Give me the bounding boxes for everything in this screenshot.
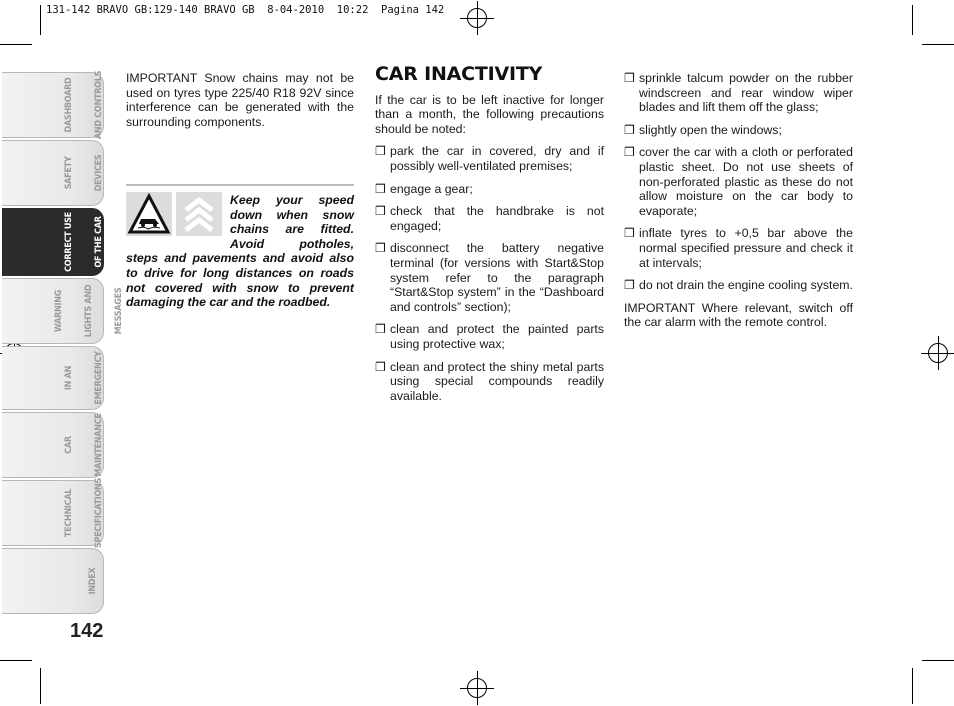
crop-mark — [912, 668, 913, 704]
tab-safety-devices[interactable] — [2, 140, 104, 206]
checkbox-bullet-icon: ❒ — [624, 71, 635, 85]
important-note: IMPORTANT Snow chains may not be used on tyres type 225/40 R18 92V since interference can be generated with the surrounding components. — [126, 71, 354, 129]
tab-label-line: MAINTENANCE — [94, 413, 104, 477]
checkbox-bullet-icon: ❒ — [375, 241, 386, 256]
list-item — [624, 71, 853, 115]
column-2 — [375, 63, 604, 411]
tab-index[interactable] — [2, 548, 104, 614]
snow-road-icon — [176, 192, 222, 236]
crop-mark — [0, 660, 32, 661]
tab-label-line: DEVICES — [94, 154, 104, 192]
tab-label-line: SPECIFICATIONS — [94, 477, 104, 549]
tab-label-line: OF THE CAR — [94, 216, 104, 268]
tab-correct-use-of-the-car[interactable] — [2, 208, 104, 276]
tab-label-line: SAFETY — [64, 156, 74, 190]
tab-label-line: AND CONTROLS — [94, 70, 104, 140]
column-3 — [624, 71, 853, 338]
warning-sentence: Keep your speed down when snow chains are fitted. Avoid potholes, steps and pavements and avoid also to drive for long distances on roads not covered with snow to prevent damaging the car and the roadbed. — [126, 193, 354, 310]
tab-label-line: INDEX — [88, 567, 98, 595]
list-item-text: park the car in covered, dry and if possibly well-ventilated premises; — [390, 144, 604, 173]
list-item-text: do not drain the engine cooling system. — [639, 278, 853, 293]
warning-triangle-icon — [126, 192, 172, 236]
crop-mark — [40, 668, 41, 704]
list-item-text: clean and protect the shiny metal parts using special compounds readily available. — [390, 359, 604, 403]
tab-label — [44, 345, 124, 411]
tab-label-line: CAR — [64, 436, 74, 454]
tab-warning-lights-and-messages[interactable] — [2, 278, 124, 344]
tab-label-line: EMERGENCY — [94, 351, 104, 405]
tab-label-line: TECHNICAL — [64, 488, 74, 538]
checkbox-bullet-icon: ❒ — [375, 144, 386, 159]
list-item-text: sprinkle talcum powder on the rubber windscreen and rear window wiper blades and lift them off the glass; — [639, 71, 853, 115]
checkbox-bullet-icon: ❒ — [375, 359, 386, 374]
list-item-text: cover the car with a cloth or perforated plastic sheet. Do not use sheets of non-perforated plastic as these do not allow moisture on the car body to evaporate; — [639, 145, 853, 218]
checkbox-bullet-icon: ❒ — [624, 122, 635, 137]
tab-dashboard-and-controls[interactable] — [2, 72, 104, 138]
tab-label-line: WARNING — [54, 289, 64, 333]
registration-mark — [467, 678, 487, 698]
list-item — [375, 204, 604, 233]
list-item — [375, 182, 604, 197]
list-item — [624, 145, 853, 218]
list-item — [624, 123, 853, 138]
list-item-text: disconnect the battery negative terminal (for versions with Start&Stop system refer to the paragraph “Start&Stop system” in the “Dashboard and controls” section); — [390, 241, 604, 314]
warning-box — [126, 184, 354, 310]
list-item — [375, 322, 604, 351]
tab-car-maintenance[interactable] — [2, 412, 104, 478]
page-number: 142 — [70, 620, 104, 642]
tab-technical-specifications[interactable] — [2, 477, 104, 549]
registration-mark — [928, 343, 948, 363]
list-item-text: check that the handbrake is not engaged; — [390, 204, 604, 233]
tab-label — [44, 207, 124, 277]
tab-label-line: DASHBOARD — [64, 77, 74, 133]
list-item — [375, 360, 604, 404]
list-item — [624, 278, 853, 293]
crop-mark — [922, 44, 954, 45]
list-item — [375, 241, 604, 314]
tab-label-line: MESSAGES — [114, 287, 124, 335]
tab-label — [44, 473, 124, 553]
tab-label — [44, 410, 124, 480]
tab-label — [44, 138, 124, 208]
checkbox-bullet-icon: ❒ — [375, 322, 386, 337]
crop-mark — [912, 5, 913, 35]
tab-label — [68, 556, 118, 606]
checkbox-bullet-icon: ❒ — [624, 226, 635, 241]
tab-label — [44, 70, 124, 140]
crop-mark — [40, 5, 41, 35]
checkbox-bullet-icon: ❒ — [624, 145, 635, 160]
warning-icons — [126, 192, 226, 236]
section-title: CAR INACTIVITY — [375, 63, 543, 85]
column-1 — [126, 71, 354, 137]
checkbox-bullet-icon: ❒ — [624, 278, 635, 293]
tab-label-line: CORRECT USE — [64, 212, 74, 272]
registration-mark — [467, 8, 487, 28]
checkbox-bullet-icon: ❒ — [375, 181, 386, 196]
print-header: 131-142 BRAVO GB:129-140 BRAVO GB 8-04-2010 10:22 Pagina 142 — [46, 4, 445, 16]
intro-paragraph: If the car is to be left inactive for longer than a month, the following precautions should be noted: — [375, 92, 604, 136]
important-note: IMPORTANT Where relevant, switch off the car alarm with the remote control. — [624, 300, 853, 330]
tab-label-line: IN AN — [64, 365, 74, 391]
list-item-text: slightly open the windows; — [639, 122, 782, 137]
list-item — [624, 226, 853, 270]
list-item — [375, 144, 604, 173]
crop-mark — [0, 44, 32, 45]
list-item-text: engage a gear; — [390, 181, 473, 196]
tab-label-line: LIGHTS AND — [84, 284, 94, 338]
tab-in-an-emergency[interactable] — [2, 346, 104, 410]
list-item-text: inflate tyres to +0,5 bar above the normal specified pressure and check it at intervals; — [639, 226, 853, 270]
list-item-text: clean and protect the painted parts using protective wax; — [390, 322, 604, 351]
crop-mark — [922, 660, 954, 661]
checkbox-bullet-icon: ❒ — [375, 204, 386, 219]
